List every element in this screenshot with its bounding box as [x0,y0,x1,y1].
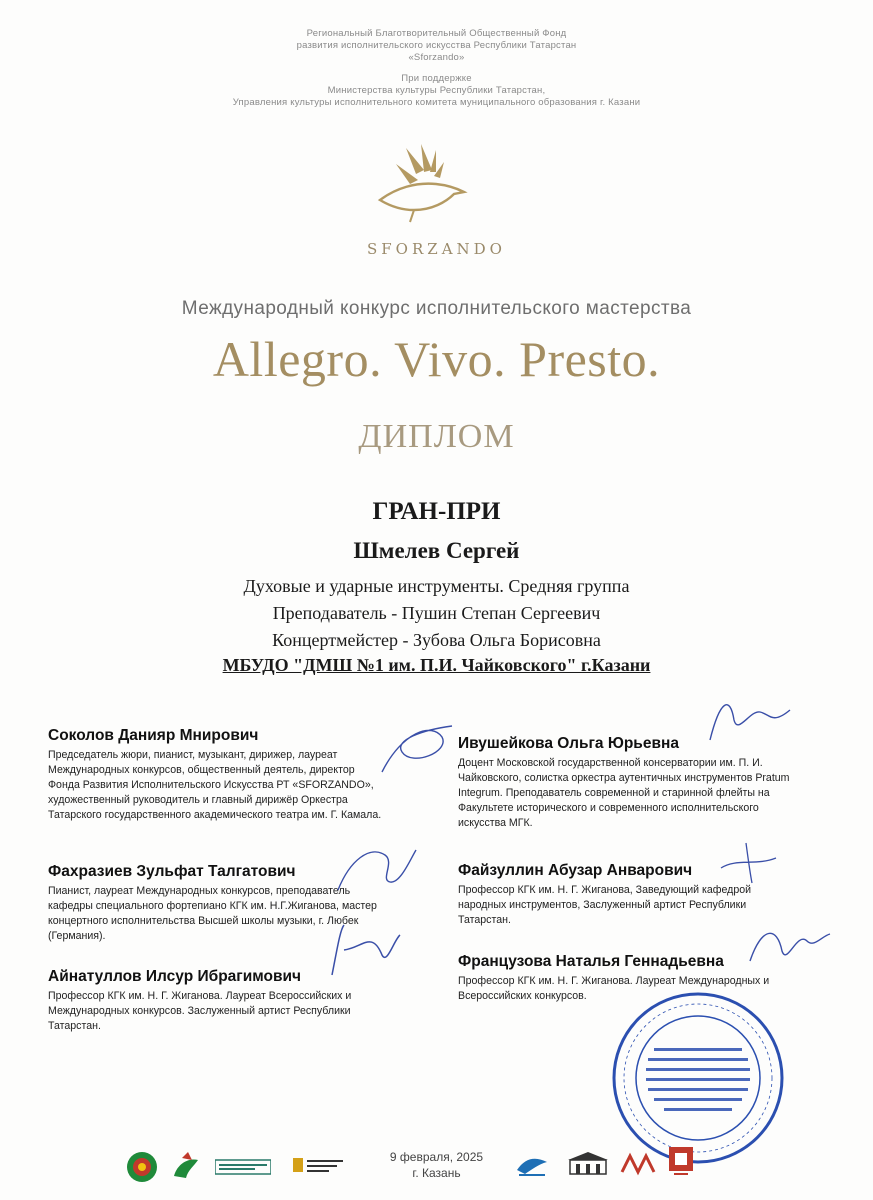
document-title: ДИПЛОМ [358,418,515,455]
brand-wordmark: SFORZANDO [367,240,506,258]
award-title: ГРАН-ПРИ [372,498,501,525]
jury-name: Фахразиев Зульфат Талгатович [48,863,296,880]
jury-description: Профессор КГК им. Н. Г. Жиганова, Заведующий кафедрой народных инструментов, Заслуженный артист Республики Татарстан. [458,884,752,926]
partner-wave-logo [515,1148,549,1178]
jury-name: Айнатуллов Илсур Ибрагимович [48,968,302,985]
organizer-line-2: развития исполнительского искусства Республики Татарстан [296,40,577,51]
jury-description: Пианист, лауреат Международных конкурсов, преподаватель кафедры специального фортепиано КГК им. Н.Г.Жиганова, мастер концертного исполнительства Высшей школы музыки, г. Любек (Германия). [48,885,377,942]
support-line-1: Министерства культуры Республики Татарстан, [327,85,546,96]
jury-member [458,735,798,831]
jury-member [48,863,388,944]
date-text: 9 февраля, 2025 [389,1150,484,1164]
sforzando-bird-logo [366,140,476,230]
contest-title: Международный конкурс исполнительского мастерства [181,298,692,319]
jury-member [458,862,798,928]
category-line: Духовые и ударные инструменты. Средняя группа [243,576,630,596]
city-text: г. Казань [412,1166,461,1180]
school-line: МБУДО "ДМШ №1 им. П.И. Чайковского" г.Казани [222,655,651,675]
jury-member [48,968,388,1034]
teacher-line: Преподаватель - Пушин Степан Сергеевич [272,603,601,623]
partner-square-logo [666,1144,696,1178]
support-label: При поддержке [401,73,472,84]
jury-name: Ивушейкова Ольга Юрьевна [458,735,679,752]
support-line-2: Управления культуры исполнительного комитета муниципального образования г. Казани [232,97,641,108]
partner-red-logo [618,1150,658,1178]
jury-description: Профессор КГК им. Н. Г. Жиганова. Лауреат Всероссийских и Международных конкурсов. Заслуженный артист Республики Татарстан. [48,990,352,1032]
official-seal-stamp [608,988,788,1168]
jury-description: Профессор КГК им. Н. Г. Жиганова. Лауреат Международных и Всероссийских конкурсов. [458,975,770,1002]
issue-date [0,1149,873,1181]
partner-building-logo [566,1150,610,1178]
jury-name: Файзуллин Абузар Анварович [458,862,693,879]
jury-description: Председатель жюри, пианист, музыкант, дирижер, лауреат Международных конкурсов, общественный деятель, директор Фонда Развития Исполнительского Искусства РТ «SFORZANDO», художественный руководитель и главный дирижёр Оркестра Татарского государственного академического театра им. Г. Камала. [48,749,382,821]
organizer-line-1: Региональный Благотворительный Общественный Фонд [306,28,567,39]
participant-name: Шмелев Сергей [353,538,520,563]
contest-name: Allegro. Vivo. Presto. [212,331,661,387]
jury-description: Доцент Московской государственной консерватории им. П. И. Чайковского, солистка оркестра аутентичных инструментов Pratum Integrum. Преподаватель современной и старинной флейты на Факультете исторического и современного исполнительского искусства МГК. [458,757,790,829]
accompanist-line: Концертмейстер - Зубова Ольга Борисовна [272,630,601,650]
jury-name: Соколов Данияр Мнирович [48,727,259,744]
jury-member [48,727,388,823]
organizer-line-3: «Sforzando» [408,52,465,63]
jury-name: Французова Наталья Геннадьевна [458,953,724,970]
